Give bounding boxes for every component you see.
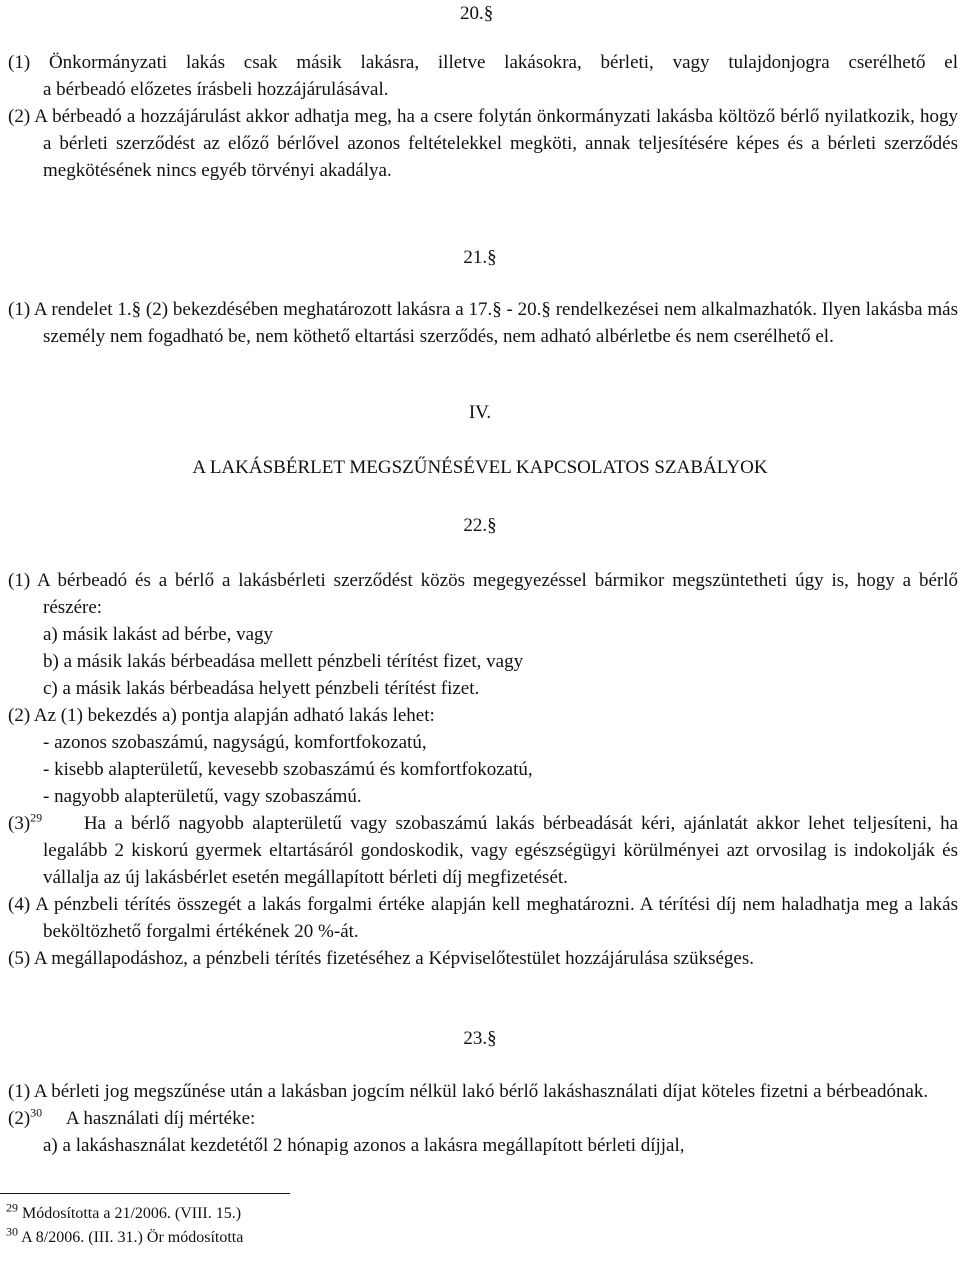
section-22-para-1-item-a: a) másik lakást ad bérbe, vagy (43, 624, 274, 645)
section-23-body (8, 1078, 958, 1159)
section-22-para-3: $(3)^{29}$ Ha a bérlő nagyobb alapterületű vagy szobaszámú lakás bérbeadását kéri, ajánlatát akkor lehet teljesíteni, ha legalább 2 kiskorú gyermek eltartásáról gondoskodik, vagy egészségügyi körülményei azt orvosilag is indokolják és vállalja az új lakásbérlet esetén megállapított bérleti díj megfizetését. (8, 810, 959, 888)
section-22-para-1-item-c: c) a másik lakás bérbeadása helyett pénzbeli térítést fizet. (43, 678, 480, 699)
section-23-heading: 23.§ (463, 1028, 497, 1049)
footnote-ref-30: 30 (30, 1105, 43, 1120)
footnote-ref-29: 29 (30, 810, 43, 825)
section-21-heading: 21.§ (463, 247, 497, 268)
section-22-para-2-item-1: - azonos szobaszámú, nagyságú, komfortfokozatú, (43, 732, 427, 753)
section-20-para-2: (2) A bérbeadó a hozzájárulást akkor adhatja meg, ha a csere folytán önkormányzati lakásba költöző bérlő nyilatkozik, hogy a bérleti szerződést az előző bérlővel azonos feltételekkel megköti, annak teljesítésére képes és a bérleti szerződés megkötésének nincs egyéb törvényi akadálya. (8, 106, 958, 181)
section-20-para-1-line-2: a bérbeadó előzetes írásbeli hozzájárulásával. (43, 79, 389, 100)
footnote-text: Módosította a 21/2006. (VIII. 15.) (22, 1205, 242, 1222)
document-page: 20.§ (1) Önkormányzati lakás csak másik lakásra, illetve lakásokra, bérleti, vagy tulajdonjogra cserélhető el a bérbeadó előzetes írásbeli hozzájárulásával. (2) A bérbeadó a hozzájárulást akkor adhatja meg, ha a csere folytán önkormányzati lakásba költöző bérlő nyilatkozik, hogy a bérleti szerződést az előző bérlővel azonos feltételekkel megköti, annak teljesítésére képes és a bérleti szerződés megkötésének nincs egyéb törvényi akadálya. 21.§ (1) A rendelet 1.§ (2) bekezdésében meghatározott lakásra a 17.§ - 20.§ rendelkezései nem alkalmazhatók. Ilyen lakásba más személy nem fogadható be, nem köthető eltartási szerződés, nem adható albérletbe és nem cserélhető el. IV. A LAKÁSBÉRLET MEGSZŰNÉSÉVEL KAPCSOLATOS SZABÁLYOK 22.§ (1) A bérbeadó és a bérlő a lakásbérleti szerződést közös megegyezéssel bármikor megszüntetheti úgy is, hogy a bérlő részére: a) másik lakást ad bérbe, vagy b) a másik lakás bérbeadása mellett pénzbeli térítést fizet, vagy c) a másik lakás bérbeadása helyett pénzbeli térítést fizet. (2) Az (1) bekezdés a) pontja alapján adható lakás lehet: - azonos szobaszámú, nagyságú, komfortfokozatú, - kisebb alapterületű, kevesebb szobaszámú és komfortfokozatú, - nagyobb alapterületű, vagy szobaszámú. $(3)^{29}$ Ha a bérlő nagyobb alapterületű vagy szobaszámú lakás bérbeadását kéri, ajánlatát akkor lehet teljesíteni, ha legalább 2 kiskorú gyermek eltartásáról gondoskodik, vagy egészségügyi körülményei azt orvosilag is indokolják és vállalja az új lakásbérlet esetén megállapított bérleti díj megfizetését. (4) A pénzbeli térítés összegét a lakás forgalmi értéke alapján kell meghatározni. A térítési díj nem haladhatja meg a lakás beköltözhető forgalmi értékének 20 %-át. (5) A megállapodáshoz, a pénzbeli térítés fizetéséhez a Képviselőtestület hozzájárulása szükséges. 23.§ (1) A bérleti jog megszűnése után a lakásban jogcím nélkül lakó bérlő lakáshasználati díjat köteles fizetni a bérbeadónak. $(2)^{30}$ A használati díj mértéke: a) a lakáshasználat kezdetétől 2 hónapig azonos a lakásra megállapított bérleti díjjal, $^{29}$ Módosította a 21/2006. (VIII. 15.) $^{30}$ A 8/2006. (III. 31.) Ör módosította (0, 0, 960, 1274)
footnote-text: A 8/2006. (III. 31.) Ör módosította (21, 1229, 244, 1246)
section-22-heading: 22.§ (463, 515, 497, 536)
section-22-para-1: (1) A bérbeadó és a bérlő a lakásbérleti szerződést közös megegyezéssel bármikor megszüntetheti úgy is, hogy a bérlő részére: (8, 570, 958, 618)
section-22-para-5: (5) A megállapodáshoz, a pénzbeli térítés fizetéséhez a Képviselőtestület hozzájárulása szükséges. (8, 948, 754, 969)
section-22-para-2: (2) Az (1) bekezdés a) pontja alapján adható lakás lehet: (8, 705, 435, 726)
section-20-para-1-line-1: (1) Önkormányzati lakás csak másik lakásra, illetve lakásokra, bérleti, vagy tulajdonjogra cserélhető el (8, 52, 958, 73)
footnote-30 (0, 1226, 960, 1250)
section-22-para-4: (4) A pénzbeli térítés összegét a lakás forgalmi értéke alapján kell meghatározni. A térítési díj nem haladhatja meg a lakás beköltözhető forgalmi értékének 20 %-át. (8, 894, 958, 942)
section-23-para-2: $(2)^{30}$ A használati díj mértéke: (8, 1105, 256, 1129)
footnote-number: 29 (6, 1200, 18, 1215)
section-23-para-2-item-a: a) a lakáshasználat kezdetétől 2 hónapig azonos a lakásra megállapított bérleti díjjal, (43, 1135, 685, 1156)
section-22-para-2-item-3: - nagyobb alapterületű, vagy szobaszámú. (43, 786, 362, 807)
section-22-para-2-item-2: - kisebb alapterületű, kevesebb szobaszámú és komfortfokozatú, (43, 759, 533, 780)
footnote-divider (0, 1193, 290, 1194)
section-23-para-1: (1) A bérleti jog megszűnése után a lakásban jogcím nélkül lakó bérlő lakáshasználati díjat köteles fizetni a bérbeadónak. (8, 1081, 929, 1102)
section-22-para-1-item-b: b) a másik lakás bérbeadása mellett pénzbeli térítést fizet, vagy (43, 651, 524, 672)
section-22-body (8, 567, 958, 972)
footnote-number: 30 (6, 1224, 18, 1239)
chapter-number: IV. (468, 402, 492, 423)
section-20-body (8, 49, 958, 184)
section-21-para-1: (1) A rendelet 1.§ (2) bekezdésében meghatározott lakásra a 17.§ - 20.§ rendelkezései nem alkalmazhatók. Ilyen lakásba más személy nem fogadható be, nem köthető eltartási szerződés, nem adható albérletbe és nem cserélhető el. (8, 299, 958, 347)
chapter-title: A LAKÁSBÉRLET MEGSZŰNÉSÉVEL KAPCSOLATOS SZABÁLYOK (192, 457, 768, 478)
section-21-body (8, 296, 958, 350)
footnotes (0, 1202, 960, 1250)
footnote-29 (0, 1202, 960, 1226)
